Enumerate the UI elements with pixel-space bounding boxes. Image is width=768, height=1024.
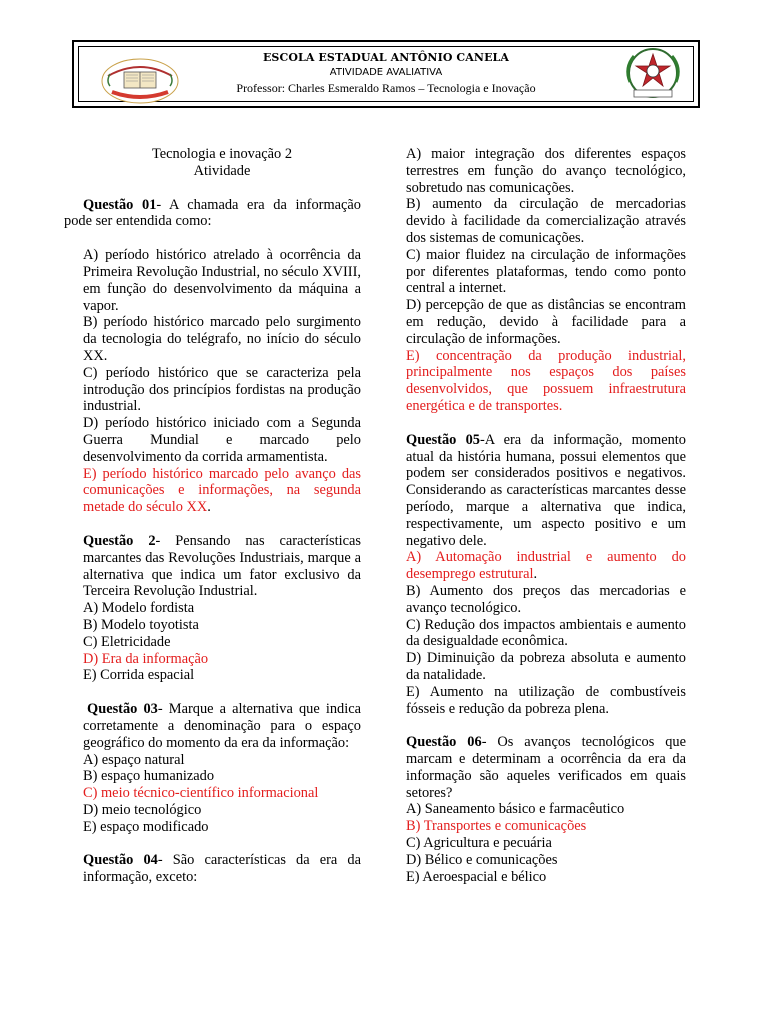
q2-option-e: E) Corrida espacial xyxy=(83,667,195,684)
question-1-text: - A chamada era da informação pode ser entendida como: xyxy=(64,196,362,230)
question-3-text: - Marque a alternativa que indica corretamente a denominação para o espaço geográfico do momento da era da informação: xyxy=(83,701,361,751)
q1-option-b: B) período histórico marcado pelo surgimento da tecnologia do telégrafo, no início do século XX. xyxy=(83,314,361,364)
question-5-label: Questão 05 xyxy=(406,431,480,448)
q4-option-b: B) aumento da circulação de mercadorias devido à facilidade da comercialização através dos sistemas de comunicações. xyxy=(406,196,686,246)
q1-option-e-period: . xyxy=(207,499,211,516)
q1-option-d: D) período histórico iniciado com a Segunda Guerra Mundial e marcado pelo desenvolvimento da corrida armamentista. xyxy=(83,415,361,465)
question-4-text: - São características da era da informação, exceto: xyxy=(83,852,362,886)
question-1-label: Questão 01 xyxy=(83,196,157,213)
question-5-stem xyxy=(406,432,686,550)
doc-title: Tecnologia e inovação 2 xyxy=(151,146,293,162)
q5-option-d: D) Diminuição da pobreza absoluta e aumento da natalidade. xyxy=(406,650,686,683)
q2-option-a: A) Modelo fordista xyxy=(83,600,195,617)
q3-option-d: D) meio tecnológico xyxy=(83,801,202,818)
activity-type: ATIVIDADE AVALIATIVA xyxy=(329,67,443,78)
q5-option-b: B) Aumento dos preços das mercadorias e avanço tecnológico. xyxy=(406,582,686,616)
q1-option-a: A) período histórico atrelado à ocorrência da Primeira Revolução Industrial, no século XVIII, em função do desenvolvimento da máquina a vapor. xyxy=(83,247,361,314)
q1-option-e-text: E) período histórico marcado pelo avanço das comunicações e informações, na segunda metade do século XX xyxy=(83,465,361,516)
q2-option-b: B) Modelo toyotista xyxy=(83,616,199,633)
q3-option-b: B) espaço humanizado xyxy=(83,768,215,785)
question-6-text: - Os avanços tecnológicos que marcam e determinam a ocorrência da era da informação são aqueles verificados em quais setores? xyxy=(406,734,686,801)
question-4-label: Questão 04 xyxy=(83,852,158,869)
q4-option-c: C) maior fluidez na circulação de informações por diferentes plataformas, tendo como ponto central a internet. xyxy=(406,246,686,297)
professor-line: Professor: Charles Esmeraldo Ramos – Tecnologia e Inovação xyxy=(236,81,536,95)
q3-option-c: C) meio técnico-científico informacional xyxy=(83,785,319,802)
q4-option-a: A) maior integração dos diferentes espaços terrestres em função do avanço tecnológico, sobretudo nas comunicações. xyxy=(406,146,686,196)
q5-option-a-text: A) Automação industrial e aumento do desemprego estrutural xyxy=(406,549,686,583)
school-name: ESCOLA ESTADUAL ANTÔNIO CANELA xyxy=(262,51,510,64)
q6-option-b: B) Transportes e comunicações xyxy=(406,818,587,835)
coat-of-arms xyxy=(620,46,686,102)
question-3-label: Questão 03 xyxy=(87,701,158,718)
question-5-text: -A era da informação, momento atual da história humana, possui elementos que podem ser considerados positivos e negativos. Considerando as características marcantes desse período, marque a alternativa que indica, respectivamente, um aspecto positivo e um negativo dele. xyxy=(406,431,686,549)
question-2-label: Questão 2 xyxy=(83,532,156,549)
question-2-stem xyxy=(83,533,361,600)
q5-option-a xyxy=(406,549,686,583)
q1-option-c: C) período histórico que se caracteriza pela introdução dos princípios fordistas na produção industrial. xyxy=(83,364,361,415)
q6-option-c: C) Agricultura e pecuária xyxy=(406,835,552,852)
question-1-stem xyxy=(64,197,361,231)
q6-option-a: A) Saneamento básico e farmacêutico xyxy=(406,801,625,818)
q6-option-d: D) Bélico e comunicações xyxy=(406,851,558,868)
q4-option-e: E) concentração da produção industrial, principalmente nos espaços dos países desenvolvidos, que possuem infraestrutura energética e de transportes. xyxy=(406,347,686,414)
school-logo xyxy=(98,56,182,106)
question-6-label: Questão 06 xyxy=(406,734,482,751)
question-2-text: - Pensando nas características marcantes das Revoluções Industriais, marque a alternativa que indica um fator exclusivo da Terceira Revolução Industrial. xyxy=(83,532,361,600)
q4-option-d: D) percepção de que as distâncias se encontram em redução, devido à facilidade para a circulação de informações. xyxy=(406,297,686,347)
question-6-stem xyxy=(406,734,686,801)
q1-option-e xyxy=(83,466,361,516)
q5-option-c: C) Redução dos impactos ambientais e aumento da desigualdade econômica. xyxy=(406,616,686,650)
question-3-stem xyxy=(83,701,361,751)
q5-option-a-period: . xyxy=(533,566,538,583)
q5-option-e: E) Aumento na utilização de combustíveis fósseis e redução da pobreza plena. xyxy=(406,683,686,717)
q2-option-c: C) Eletricidade xyxy=(83,633,171,650)
q3-option-a: A) espaço natural xyxy=(83,751,185,768)
doc-subtitle: Atividade xyxy=(193,162,251,179)
q2-option-d: D) Era da informação xyxy=(83,650,209,667)
q6-option-e: E) Aeroespacial e bélico xyxy=(406,868,547,885)
q3-option-e: E) espaço modificado xyxy=(83,818,209,835)
question-4-stem xyxy=(83,852,361,886)
right-column xyxy=(406,146,686,885)
left-column xyxy=(64,146,362,886)
